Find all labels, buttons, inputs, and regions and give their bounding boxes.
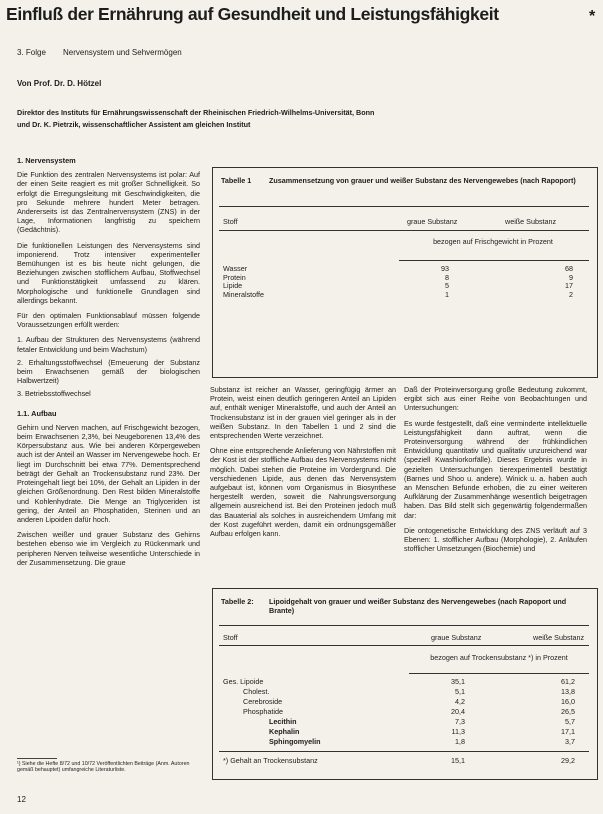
table-cell-weiss: 5,7	[565, 717, 575, 726]
table-2-col-weiss: weiße Substanz	[533, 633, 585, 642]
table-cell-grau: 5,1	[455, 687, 465, 696]
corner-mark: *	[589, 8, 596, 25]
author-line: Von Prof. Dr. D. Hötzel	[17, 79, 102, 88]
table-cell-weiss: 2	[569, 289, 573, 299]
right-column	[404, 385, 587, 575]
table-2-footer-label: *) Gehalt an Trockensubstanz	[223, 756, 318, 765]
table-2-col-stoff: Stoff	[223, 633, 238, 642]
requirements-list	[17, 335, 200, 398]
table-cell-weiss: 68	[565, 264, 573, 273]
table-cell-stoff: Mineralstoffe	[223, 289, 265, 299]
section-heading-1: 1. Nervensystem	[17, 156, 76, 165]
table-2-footer-weiss: 29,2	[561, 756, 575, 765]
paragraph: Die Funktion des zentralen Nervensystems ist polar: Auf der einen Seite reagiert es mit großer Schnelligkeit. So erfolgt die Erregungsleitung mit Geschwindigkeiten, die pro Sekunde mehrere hundert Meter betragen. Andererseits ist das Zentralnervensystem (ZNS) in der Lage, Informationen langfristig zu speichern (Gedächtnis).	[17, 170, 200, 235]
table-cell-grau: 8	[445, 272, 449, 282]
list-item: 1. Aufbau der Strukturen des Nervensystems (während fetaler Entwicklung und beim Wachstum)	[17, 335, 200, 354]
paragraph: Die funktionellen Leistungen des Nervensystems sind imponierend. Trotz intensiver experimenteller Bemühungen ist es bis heute nicht gelungen, die Beziehungen zwischen stofflichem Aufbau, Stoffwechsel und Funktionstätigkeit umfassend zu klären. Morphologische und funktionelle Grundlagen sind allerdings bekannt.	[17, 240, 200, 305]
table-1-col-stoff: Stoff	[223, 217, 238, 226]
table-cell-stoff: Phosphatide	[243, 707, 283, 716]
table-cell-stoff: Ges. Lipoide	[223, 677, 264, 686]
table-2-subheader: bezogen auf Trockensubstanz *) in Prozent	[430, 653, 568, 662]
table-cell-grau: 1,8	[455, 737, 465, 746]
series-line	[17, 48, 182, 57]
table-2-label: Tabelle 2:	[221, 597, 254, 606]
page-title: Einfluß der Ernährung auf Gesundheit und Leistungsfähigkeit	[6, 4, 499, 24]
table-cell-weiss: 9	[569, 272, 573, 282]
section-heading-1-1: 1.1. Aufbau	[17, 408, 57, 418]
table-cell-stoff: Cerebroside	[243, 697, 283, 706]
table-cell-stoff: Kephalin	[269, 727, 300, 736]
affiliation	[17, 107, 597, 131]
series-topic: Nervensystem und Sehvermögen	[63, 48, 182, 57]
paragraph: Für den optimalen Funktionsablauf müssen folgende Voraussetzungen erfüllt werden:	[17, 311, 200, 330]
table-cell-weiss: 16,0	[561, 697, 575, 706]
paragraph: Daß der Proteinversorgung große Bedeutung zukommt, ergibt sich aus einer Reihe von Beobachtungen und Untersuchungen:	[404, 385, 587, 413]
middle-column	[210, 385, 396, 575]
series-label: 3. Folge	[17, 48, 46, 57]
table-cell-weiss: 17	[565, 281, 573, 290]
paragraph: Es wurde festgestellt, daß eine verminderte intellektuelle Leistungsfähigkeit dann auftrat, wenn die Proteinversorgung während der frühkindlichen Entwicklung quantitativ und qualitativ unzureichend war (speziell Kwashiorkorfälle). Dieses Ergebnis wurde in gezielten Untersuchungen tierexperimentell bestätigt (Barnes und Shoo u. andere). Winick u. a. haben auch an Menschen Befunde erhoben, die zu einer weiteren Aufklärung der Zusammenhänge wesentlich beigetragen haben. Das Bild stellt sich gegenwärtig folgendermaßen dar:	[404, 418, 587, 520]
table-cell-stoff: Cholest.	[243, 687, 270, 696]
table-cell-weiss: 26,5	[561, 707, 575, 716]
affiliation-line-2: und Dr. K. Pietrzik, wissenschaftlicher Assistent am gleichen Institut	[17, 120, 251, 129]
paragraph: Zwischen weißer und grauer Substanz des Gehirns bestehen ebenso wie im Vergleich zu Rückenmark und peripheren Nerven teilweise wesentliche Unterschiede in der Zusammensetzung. Die graue	[17, 530, 200, 567]
table-cell-stoff: Sphingomyelin	[269, 737, 321, 746]
table-cell-stoff: Lecithin	[269, 717, 297, 726]
paragraph: Gehirn und Nerven machen, auf Frischgewicht bezogen, beim Erwachsenen 2,3%, bei Neugeborenen 13,4% des Körpersubstanz aus. Wie bei anderen Körpergeweben auch ist der Anteil an Wasser im Nervengewebe hoch. Er liegt im Durchschnitt bei etwa 77%. Dementsprechend beträgt der Gehalt an Trockensubstanz rund 23%. Der Proteingehalt liegt bei 10%, der Gehalt an Lipiden in der gleichen Größenordnung. Den Rest bilden Mineralstoffe und Kohlenhydrate. Die Menge an Triglyceriden ist gering, der Anteil an Phosphatiden, Sterinen und an anderen Lipoiden dafür hoch.	[17, 422, 200, 524]
table-cell-weiss: 13,8	[561, 687, 575, 696]
paragraph: Substanz ist reicher an Wasser, geringfügig ärmer an Protein, weist einen deutlich geringeren Anteil an Lipiden auf, enthält weniger Mineralstoffe, und auch der Anteil an Trockensubstanz ist in der grauen viel geringer als in der weißen Substanz. In den Tabellen 1 und 2 sind die entsprechenden Werte verzeichnet.	[210, 385, 396, 441]
list-item: 2. Erhaltungsstoffwechsel (Erneuerung der Substanz beim Erwachsenen gemäß der biologischen Halbwertzeit)	[17, 357, 200, 386]
left-column	[17, 156, 200, 756]
paragraph: Ohne eine entsprechende Anlieferung von Nährstoffen mit der Kost ist der stoffliche Aufbau des Nervensystems nicht möglich. Dabei stehen die Proteine im Vordergrund. Die verschiedenen Lipide, aus denen das Nervensystem aufgebaut ist, können vom Organismus in Biosynthese hergestellt werden, soweit die Nahrungsversorgung allgemein ausreichend ist. Bei den Proteinen jedoch muß das Bauaterial als solches in ausreichendem Umfang mit der Kost zugeführt werden, damit ein ordnungsgemäßer Aufbau erfolgen kann.	[210, 446, 396, 539]
table-2-footer-grau: 15,1	[451, 756, 465, 765]
table-2-col-grau: graue Substanz	[431, 633, 482, 642]
table-cell-grau: 11,3	[451, 727, 465, 736]
table-cell-stoff: Lipide	[223, 281, 243, 290]
table-cell-grau: 7,3	[455, 717, 465, 726]
table-1-subheader: bezogen auf Frischgewicht in Prozent	[433, 237, 553, 246]
table-1-label: Tabelle 1	[221, 176, 252, 185]
footnote: ¹) Siehe die Hefte 8/72 und 10/72 Veröffentlichten Beiträge (Anm. Autoren gemäß behauptet) umfangreiche Literaturliste.	[17, 761, 190, 774]
table-1-col-grau: graue Substanz	[407, 217, 458, 226]
table-1	[212, 167, 598, 378]
table-1-title: Zusammensetzung von grauer und weißer Substanz des Nervengewebes (nach Rapoport)	[269, 176, 576, 185]
table-cell-stoff: Protein	[223, 272, 246, 282]
footnote-rule	[17, 758, 57, 759]
table-2	[212, 588, 598, 780]
table-cell-grau: 5	[445, 281, 449, 290]
table-cell-stoff: Wasser	[223, 264, 248, 273]
table-cell-grau: 20,4	[451, 707, 465, 716]
affiliation-line-1: Direktor des Instituts für Ernährungswissenschaft der Rheinischen Friedrich-Wilhelms-Universität, Bonn	[17, 108, 375, 117]
paragraph: Die ontogenetische Entwicklung des ZNS verläuft auf 3 Ebenen: 1. stofflicher Aufbau (Morphologie), 2. Anläufen stofflicher Umsetzungen (Biochemie) und	[404, 525, 587, 554]
table-cell-weiss: 3,7	[565, 737, 575, 746]
table-cell-weiss: 61,2	[561, 677, 575, 686]
table-cell-grau: 93	[441, 264, 449, 273]
table-1-col-weiss: weiße Substanz	[505, 217, 557, 226]
page-number: 12	[17, 795, 26, 804]
table-cell-grau: 35,1	[451, 677, 465, 686]
table-cell-grau: 4,2	[455, 697, 465, 706]
table-cell-grau: 1	[445, 289, 449, 299]
table-cell-weiss: 17,1	[561, 727, 575, 736]
list-item: 3. Betriebsstoffwechsel	[17, 389, 91, 399]
table-2-title: Lipoidgehalt von grauer und weißer Substanz des Nervengewebes (nach Rapoport und Brante)	[269, 597, 567, 615]
table-2-header	[213, 589, 597, 615]
table-1-header	[213, 168, 597, 185]
